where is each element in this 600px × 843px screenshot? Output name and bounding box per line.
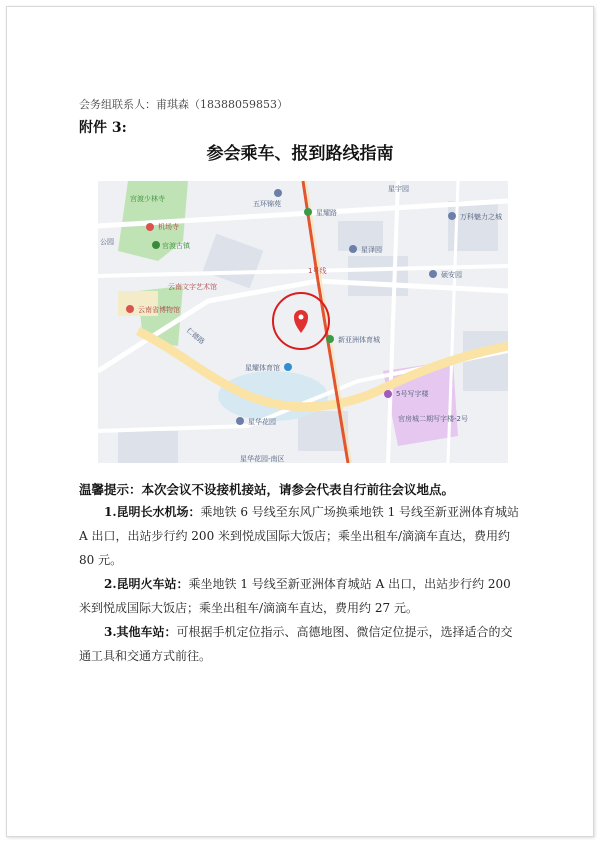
page-title: 参会乘车、报到路线指南 — [206, 144, 394, 164]
map-label: 云南文字艺术馆 — [168, 283, 217, 291]
map-canvas — [98, 181, 508, 463]
route-item-other — [79, 620, 521, 668]
map-label: 5号写字楼 — [396, 390, 429, 398]
map-label: 星耀体育馆 — [245, 364, 280, 372]
route-map — [98, 181, 508, 463]
route-label: 3.其他车站： — [104, 625, 177, 639]
map-label: 五环锦苑 — [253, 200, 281, 208]
map-label: 云南省博物馆 — [138, 306, 180, 314]
poi-dot — [274, 189, 282, 197]
metro-station-icon — [304, 208, 312, 216]
map-label: 万科魅力之城 — [460, 213, 502, 221]
route-text: 乘坐地铁 1 号线至新亚洲体育城站 A 出口，出站步行约 200 米到悦成国际大饭店；乘坐出租车/滴滴车直达，费用约 27 元。 — [79, 577, 511, 615]
poi-dot — [349, 245, 357, 253]
poi-dot — [146, 223, 154, 231]
route-item-airport — [79, 500, 521, 572]
map-label: 仁德路 — [184, 326, 206, 347]
map-label: 官房城二期写字楼-2号 — [398, 415, 468, 423]
route-item-train — [79, 572, 521, 620]
map-block — [463, 331, 508, 391]
map-label: 硕安园 — [441, 271, 462, 279]
route-text: 可根据手机定位指示、高德地图、微信定位提示，选择适合的交通工具和交通方式前往。 — [79, 625, 513, 663]
map-label: 公园 — [100, 238, 114, 246]
map-label: 机场寺 — [158, 223, 179, 231]
map-block — [348, 256, 408, 296]
map-block — [118, 431, 178, 463]
poi-dot — [429, 270, 437, 278]
route-label: 2.昆明火车站： — [104, 577, 189, 591]
route-text: 乘地铁 6 号线至东风广场换乘地铁 1 号线至新亚洲体育城站 A 出口，出站步行约 200 米到悦成国际大饭店；乘坐出租车/滴滴车直达，费用约 80 元。 — [79, 505, 520, 567]
route-label: 1.昆明长水机场： — [104, 505, 201, 519]
poi-dot — [284, 363, 292, 371]
poi-dot — [384, 390, 392, 398]
map-label: 星耀路 — [316, 209, 337, 217]
contact-line: 会务组联系人：甫琪森（18388059853） — [79, 98, 288, 111]
poi-dot — [126, 305, 134, 313]
metro-station-icon — [326, 335, 334, 343]
map-label: 星宇园 — [388, 185, 409, 193]
location-pin-dot — [299, 315, 304, 320]
map-label: 官渡古镇 — [162, 242, 190, 250]
map-label: 星华花园 — [248, 418, 276, 426]
map-label: 宫渡少林寺 — [130, 195, 165, 203]
map-label: 星泽园 — [361, 246, 382, 254]
map-label: 星华花园-南区 — [240, 455, 285, 463]
map-label: 1号线 — [308, 267, 327, 275]
poi-dot — [152, 241, 160, 249]
stadium-area — [218, 371, 328, 421]
map-label: 新亚洲体育城 — [338, 336, 380, 344]
poi-dot — [236, 417, 244, 425]
warm-tip: 温馨提示：本次会议不设接机接站，请参会代表自行前往会议地点。 — [79, 482, 455, 497]
attachment-label: 附件 3: — [79, 120, 127, 136]
poi-dot — [448, 212, 456, 220]
